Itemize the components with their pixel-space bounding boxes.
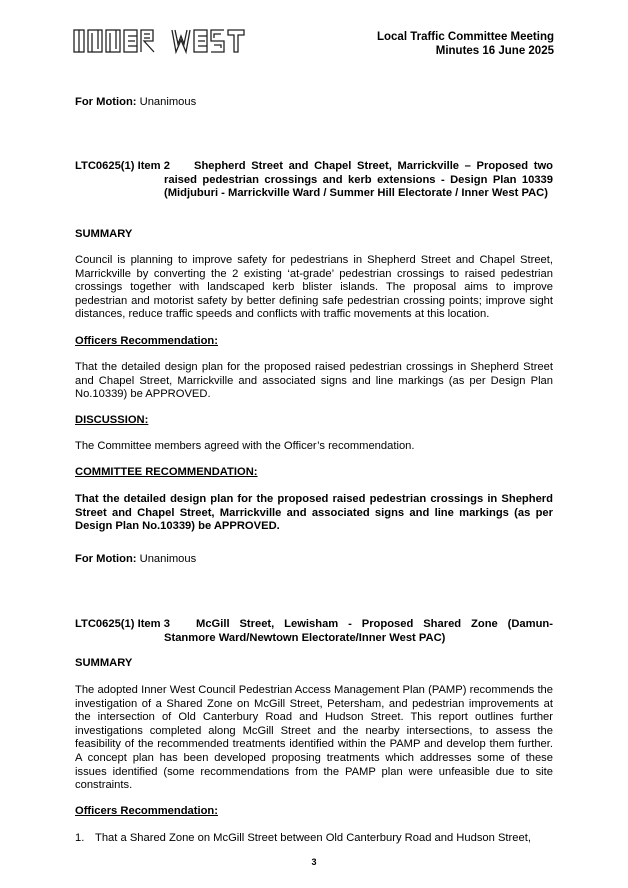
item-2-code: LTC0625(1) Item 2 xyxy=(75,160,170,172)
for-motion-label: For Motion: xyxy=(75,96,137,108)
item-2-discussion-heading: DISCUSSION: xyxy=(75,414,149,426)
item-2-committee-text: That the detailed design plan for the proposed raised pedestrian crossings in Shepherd Street and Chapel Street, Marrickville and associated signs and line markings (as per Design Plan No.10339) be APPROVED. xyxy=(75,493,553,533)
item-2-heading xyxy=(75,160,553,201)
item-2-discussion-text: The Committee members agreed with the Officer’s recommendation. xyxy=(75,440,415,452)
item-2-title xyxy=(164,160,553,201)
for-motion-value: Unanimous xyxy=(139,96,197,108)
item-3-title-line1: McGill Street, Lewisham - Proposed Shared Zone (Damun- xyxy=(196,618,553,630)
item-2-title-rest: raised pedestrian crossings and kerb extensions - Design Plan 10339 (Midjuburi - Marrickville Ward / Summer Hill Electorate / Inner West PAC) xyxy=(164,173,553,200)
item-2-summary-text: Council is planning to improve safety for pedestrians in Shepherd Street and Chapel Street, Marrickville by converting the 2 existing ‘at-grade’ pedestrian crossings to raised pedestrian crossings together with landscaped kerb blister islands. The proposal aims to improve pedestrian and motorist safety by better defining safe pedestrian crossing points; improve sight distances, reduce traffic speeds and conflicts with traffic movements at this location. xyxy=(75,254,553,321)
item-2-summary-heading: SUMMARY xyxy=(75,228,133,240)
item-3-title xyxy=(164,618,553,645)
item-3-title-rest: Stanmore Ward/Newtown Electorate/Inner West PAC) xyxy=(164,631,446,644)
list-number: 1. xyxy=(75,832,85,844)
for-motion-1 xyxy=(75,96,553,110)
item-3-code: LTC0625(1) Item 3 xyxy=(75,618,170,630)
inner-west-logo-graphic xyxy=(72,26,272,56)
meeting-title: Local Traffic Committee Meeting xyxy=(376,31,554,43)
item-3-officers-heading: Officers Recommendation: xyxy=(75,805,218,817)
list-text: That a Shared Zone on McGill Street between Old Canterbury Road and Hudson Street, xyxy=(95,832,531,844)
item-3-heading xyxy=(75,618,553,645)
page-number: 3 xyxy=(311,857,317,867)
for-motion-label: For Motion: xyxy=(75,553,137,565)
inner-west-logo xyxy=(72,26,272,56)
item-2-officers-heading: Officers Recommendation: xyxy=(75,335,218,347)
item-2-committee-heading: COMMITTEE RECOMMENDATION: xyxy=(75,466,258,478)
item-2-officers-text: That the detailed design plan for the proposed raised pedestrian crossings in Shepherd Street and Chapel Street, Marrickville and associated signs and line markings (as per Design Plan No.10339) be APPROVED. xyxy=(75,361,553,401)
for-motion-2 xyxy=(75,553,553,567)
item-3-summary-heading: SUMMARY xyxy=(75,657,133,669)
item-3-summary-text: The adopted Inner West Council Pedestrian Access Management Plan (PAMP) recommends the investigation of a Shared Zone on McGill Street, Petersham, and pedestrian improvements at the intersection of Old Canterbury Road and Hudson Street. This report outlines further investigations completed along McGill Street and the nearby intersections, to assess the feasibility of the recommended treatments identified within the PAMP and develop them further. A concept plan has been developed proposing treatments which addresses some of these issues identified (some recommendations from the PAMP plan were unfeasible due to site constraints. xyxy=(75,684,553,792)
meeting-date: Minutes 16 June 2025 xyxy=(435,45,554,57)
item-2-title-line1: Shepherd Street and Chapel Street, Marrickville – Proposed two xyxy=(194,160,553,172)
for-motion-value: Unanimous xyxy=(139,553,197,565)
meeting-header xyxy=(377,30,554,58)
